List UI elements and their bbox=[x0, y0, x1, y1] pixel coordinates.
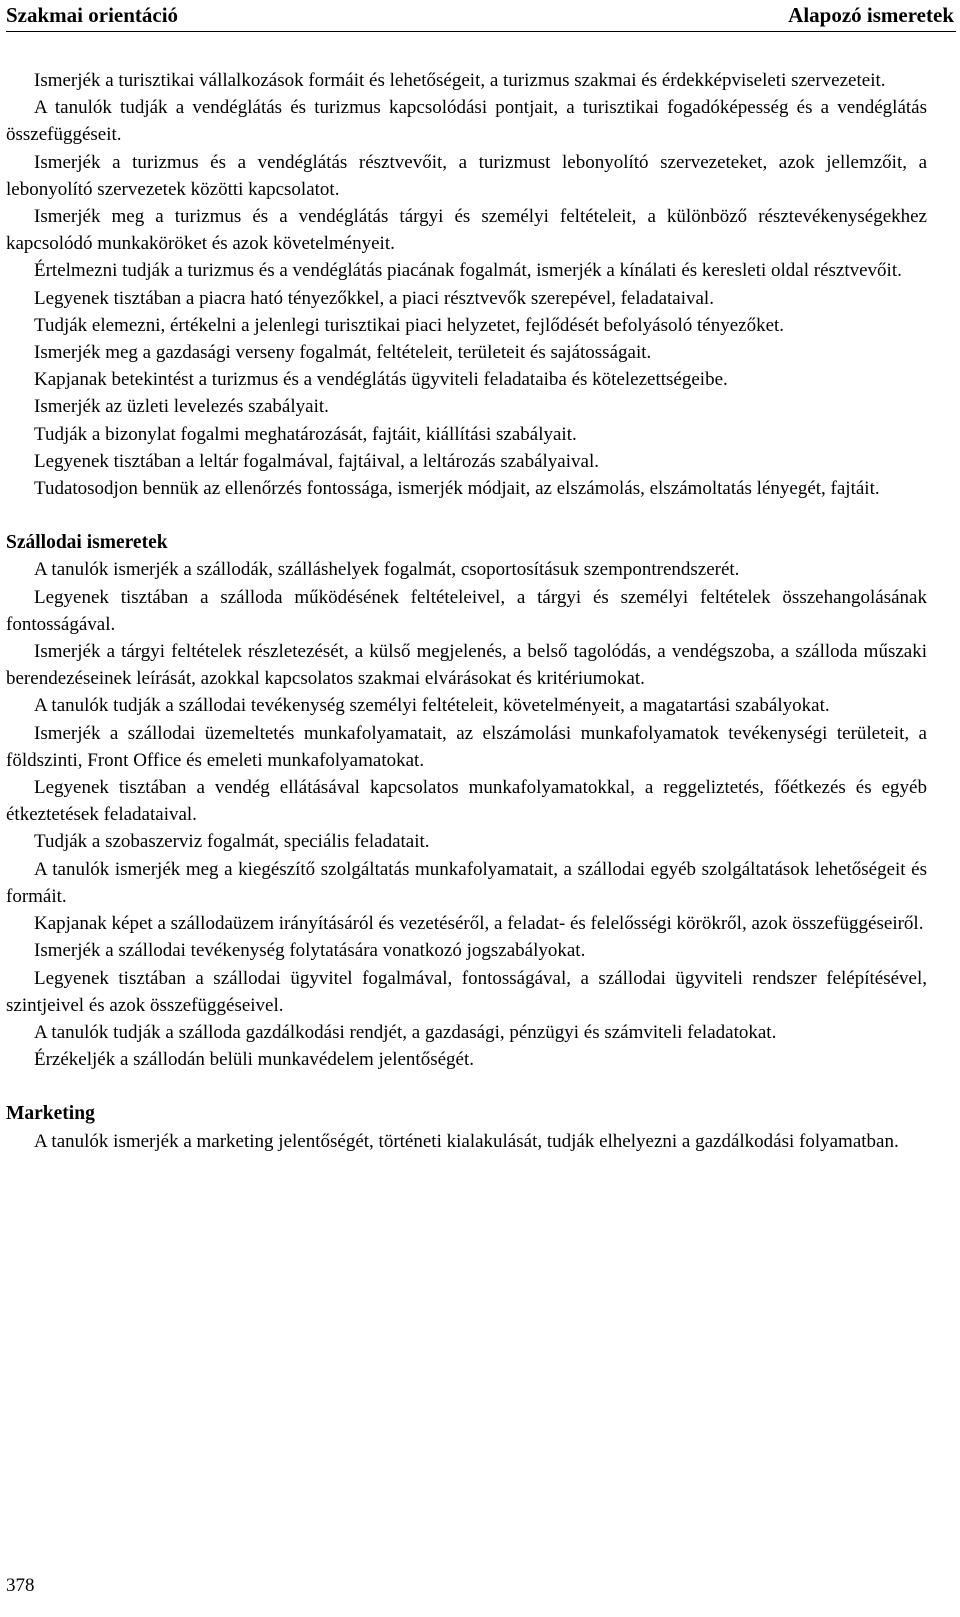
body-paragraph: Ismerjék meg a gazdasági verseny fogalmát, feltételeit, területeit és sajátosságait. bbox=[34, 342, 652, 364]
body-paragraph: Ismerjék a turizmus és a vendéglátás résztvevőit, a turizmust lebonyolító szervezeteket, azok jellemzőit, a lebonyolító szervezetek közötti kapcsolatot. bbox=[6, 151, 927, 200]
body-paragraph: Legyenek tisztában a szálloda működésének feltételeivel, a tárgyi és személyi feltételek összehangolásának fontosságával. bbox=[6, 586, 927, 635]
body-paragraph: Legyenek tisztában a vendég ellátásával kapcsolatos munkafolyamatokkal, a reggeliztetés, főétkezés és egyéb étkeztetések feladataival. bbox=[6, 777, 927, 826]
body-paragraph: Kapjanak betekintést a turizmus és a vendéglátás ügyviteli feladataiba és kötelezettségeibe. bbox=[34, 369, 728, 391]
header-left-title: Szakmai orientáció bbox=[6, 3, 179, 27]
body-paragraph: Ismerjék az üzleti levelezés szabályait. bbox=[34, 396, 329, 418]
body-paragraph: Tudják elemezni, értékelni a jelenlegi turisztikai piaci helyzetet, fejlődését befolyásoló tényezőket. bbox=[34, 314, 785, 336]
body-paragraph: Érzékeljék a szállodán belüli munkavédelem jelentőségét. bbox=[34, 1049, 474, 1071]
body-paragraph: A tanulók ismerjék meg a kiegészítő szolgáltatás munkafolyamatait, a szállodai egyéb szolgáltatások lehetőségeit és formáit. bbox=[6, 858, 927, 907]
marketing-section-block bbox=[6, 1128, 927, 1155]
body-paragraph: Ismerjék a tárgyi feltételek részletezését, a külső megjelenés, a belső tagolódás, a vendégszoba, a szálloda műszaki berendezéseinek leírását, azokkal kapcsolatos szakmai elvárásokat és kritériumokat. bbox=[6, 641, 927, 690]
body-paragraph: A tanulók tudják a szállodai tevékenység személyi feltételeit, követelményeit, a magatartási szabályokat. bbox=[34, 695, 830, 717]
body-paragraph: A tanulók ismerjék a marketing jelentőségét, történeti kialakulását, tudják elhelyezni a gazdálkodási folyamatban. bbox=[34, 1130, 899, 1152]
body-paragraph: A tanulók tudják a szálloda gazdálkodási rendjét, a gazdasági, pénzügyi és számviteli feladatokat. bbox=[34, 1021, 777, 1043]
page-body bbox=[6, 67, 927, 1155]
body-paragraph: Ismerjék a szállodai üzemeltetés munkafolyamatait, az elszámolási munkafolyamatok tevékenységi területeit, a földszinti, Front Office és emeleti munkafolyamatokat. bbox=[6, 722, 927, 771]
page-number: 378 bbox=[6, 1575, 35, 1596]
body-paragraph: A tanulók ismerjék a szállodák, szálláshelyek fogalmát, csoportosításuk szempontrendszerét. bbox=[34, 559, 740, 581]
section-heading-marketing: Marketing bbox=[6, 1103, 95, 1125]
hotel-section-block bbox=[6, 556, 927, 1073]
body-paragraph: Legyenek tisztában a leltár fogalmával, fajtáival, a leltározás szabályaival. bbox=[34, 450, 599, 472]
body-paragraph: A tanulók tudják a vendéglátás és turizmus kapcsolódási pontjait, a turisztikai fogadóképesség és a vendéglátás összefüggéseit. bbox=[6, 97, 927, 146]
body-paragraph: Tudják a szobaszerviz fogalmát, speciális feladatait. bbox=[34, 831, 430, 853]
section-heading-hotel: Szállodai ismeretek bbox=[6, 532, 168, 554]
body-paragraph: Tudatosodjon bennük az ellenőrzés fontossága, ismerjék módjait, az elszámolás, elszámoltatás lényegét, fajtáit. bbox=[34, 478, 880, 500]
body-paragraph: Ismerjék meg a turizmus és a vendéglátás tárgyi és személyi feltételeit, a különböző résztevékenységekhez kapcsolódó munkaköröket és azok követelményeit. bbox=[6, 206, 927, 255]
body-paragraph: Legyenek tisztában a szállodai ügyvitel fogalmával, fontosságával, a szállodai ügyviteli rendszer felépítésével, szintjeivel és azok összefüggéseivel. bbox=[6, 967, 927, 1016]
body-paragraph: Ismerjék a szállodai tevékenység folytatására vonatkozó jogszabályokat. bbox=[34, 940, 586, 962]
body-paragraph: Kapjanak képet a szállodaüzem irányításáról és vezetéséről, a feladat- és felelősségi körökről, azok összefüggéseiről. bbox=[34, 913, 924, 935]
body-paragraph: Értelmezni tudják a turizmus és a vendéglátás piacának fogalmát, ismerjék a kínálati és keresleti oldal résztvevőit. bbox=[34, 260, 902, 282]
intro-block bbox=[6, 67, 927, 502]
body-paragraph: Ismerjék a turisztikai vállalkozások formáit és lehetőségeit, a turizmus szakmai és érdekképviseleti szervezeteit. bbox=[34, 70, 886, 91]
body-paragraph: Legyenek tisztában a piacra ható tényezőkkel, a piaci résztvevők szerepével, feladataival. bbox=[34, 287, 714, 309]
header-right-title: Alapozó ismeretek bbox=[788, 3, 954, 27]
running-header bbox=[6, 0, 956, 32]
body-paragraph: Tudják a bizonylat fogalmi meghatározását, fajtáit, kiállítási szabályait. bbox=[34, 423, 577, 445]
